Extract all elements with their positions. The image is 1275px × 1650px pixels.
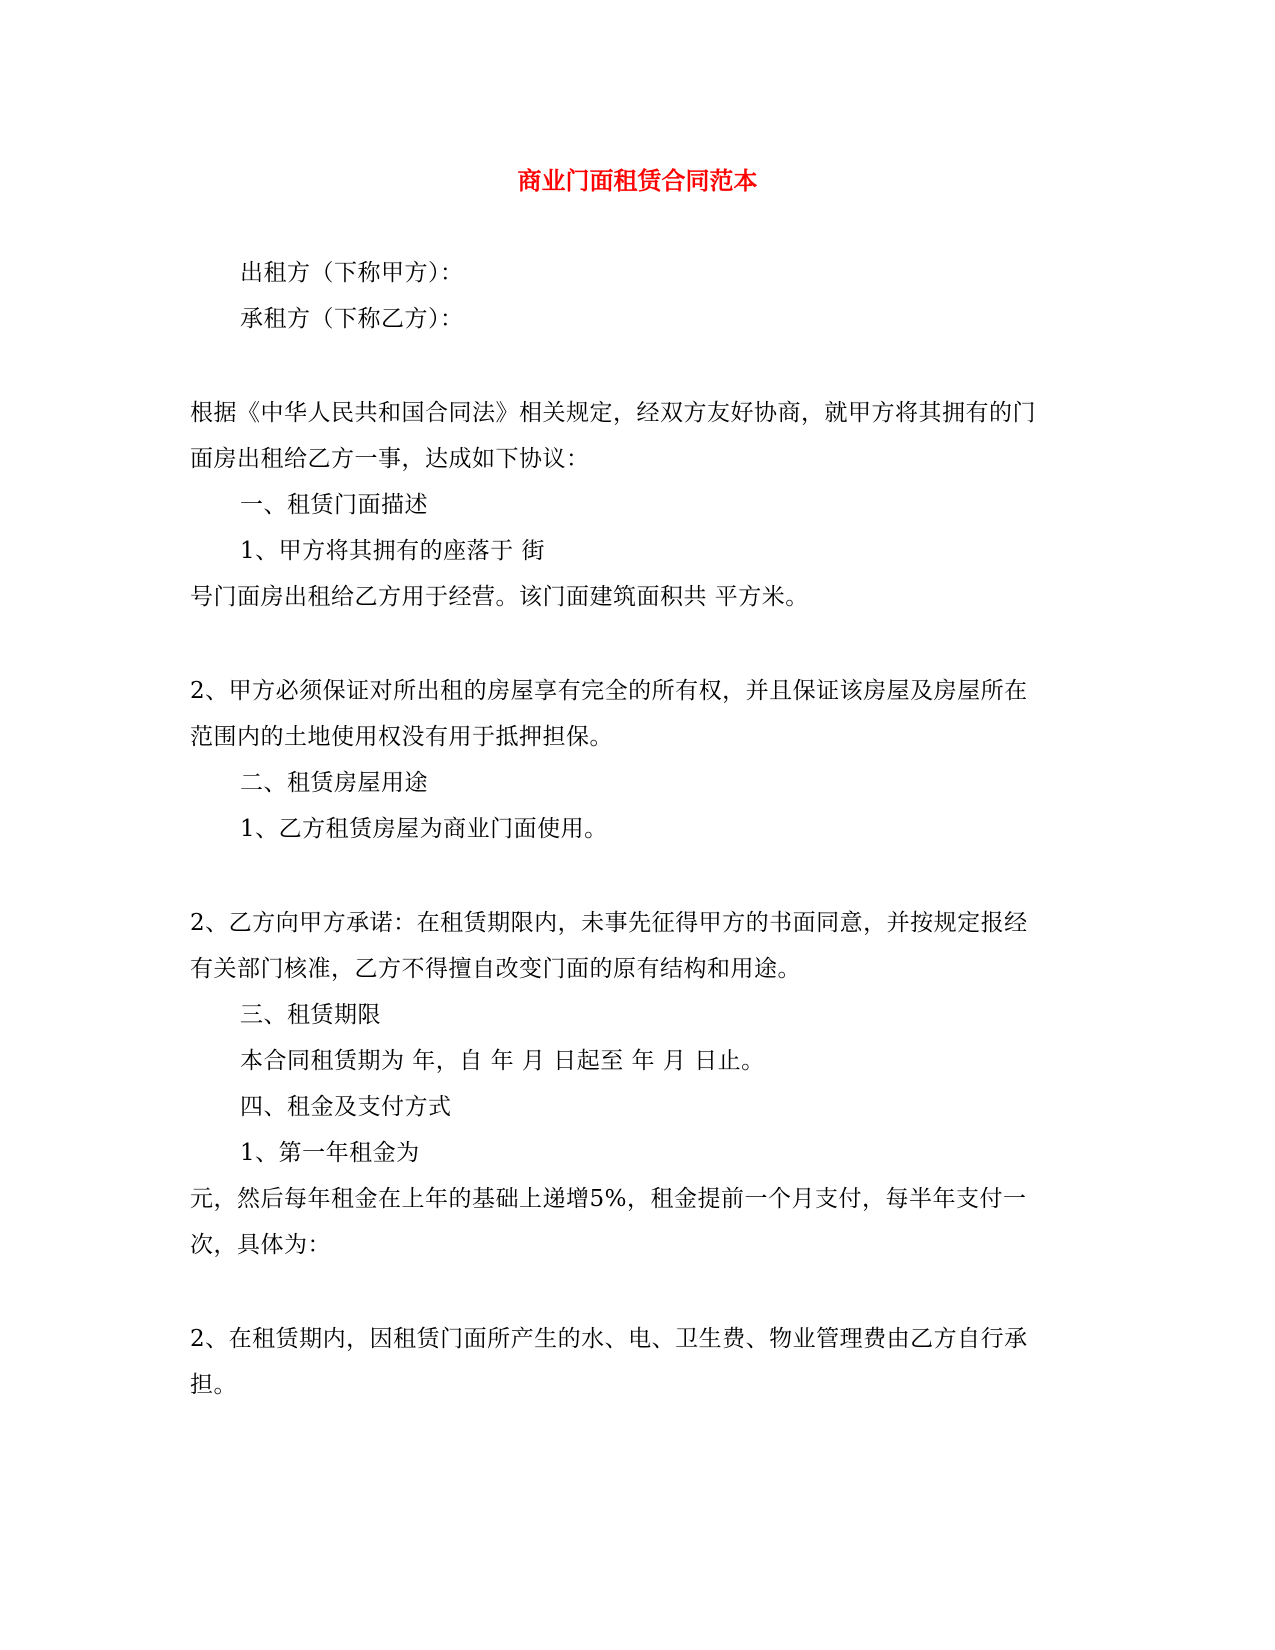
lessee-line: 承租方（下称乙方）： [240,306,464,332]
clause-4-2-line-2: 担。 [190,1372,237,1398]
lessor-line: 出租方（下称甲方）： [240,260,464,286]
clause-4-1-line-3: 次，具体为： [190,1232,331,1258]
page-title: 商业门面租赁合同范本 [517,167,758,195]
clause-2-2-line-2: 有关部门核准，乙方不得擅自改变门面的原有结构和用途。 [190,956,801,982]
preamble-line-2: 面房出租给乙方一事，达成如下协议： [190,446,590,472]
clause-1-2-line-1: 2、甲方必须保证对所出租的房屋享有完全的所有权，并且保证该房屋及房屋所在 [190,678,1028,704]
section-heading-4: 四、租金及支付方式 [240,1094,452,1120]
clause-4-1-line-1: 1、第一年租金为 [240,1140,420,1166]
clause-2-1: 1、乙方租赁房屋为商业门面使用。 [240,816,608,842]
preamble-line-1: 根据《中华人民共和国合同法》相关规定，经双方友好协商，就甲方将其拥有的门 [190,400,1036,426]
clause-4-1-line-2: 元，然后每年租金在上年的基础上递增5%，租金提前一个月支付，每半年支付一 [190,1186,1027,1212]
section-heading-3: 三、租赁期限 [240,1002,381,1028]
clause-1-2-line-2: 范围内的土地使用权没有用于抵押担保。 [190,724,613,750]
clause-2-2-line-1: 2、乙方向甲方承诺：在租赁期限内，未事先征得甲方的书面同意，并按规定报经 [190,910,1028,936]
clause-1-1-line-1: 1、甲方将其拥有的座落于 街 [240,538,545,564]
section-heading-1: 一、租赁门面描述 [240,492,428,518]
section-heading-2: 二、租赁房屋用途 [240,770,428,796]
clause-4-2-line-1: 2、在租赁期内，因租赁门面所产生的水、电、卫生费、物业管理费由乙方自行承 [190,1326,1028,1352]
term-line: 本合同租赁期为 年，自 年 月 日起至 年 月 日止。 [240,1048,765,1074]
clause-1-1-line-2: 号门面房出租给乙方用于经营。该门面建筑面积共 平方米。 [190,584,809,610]
